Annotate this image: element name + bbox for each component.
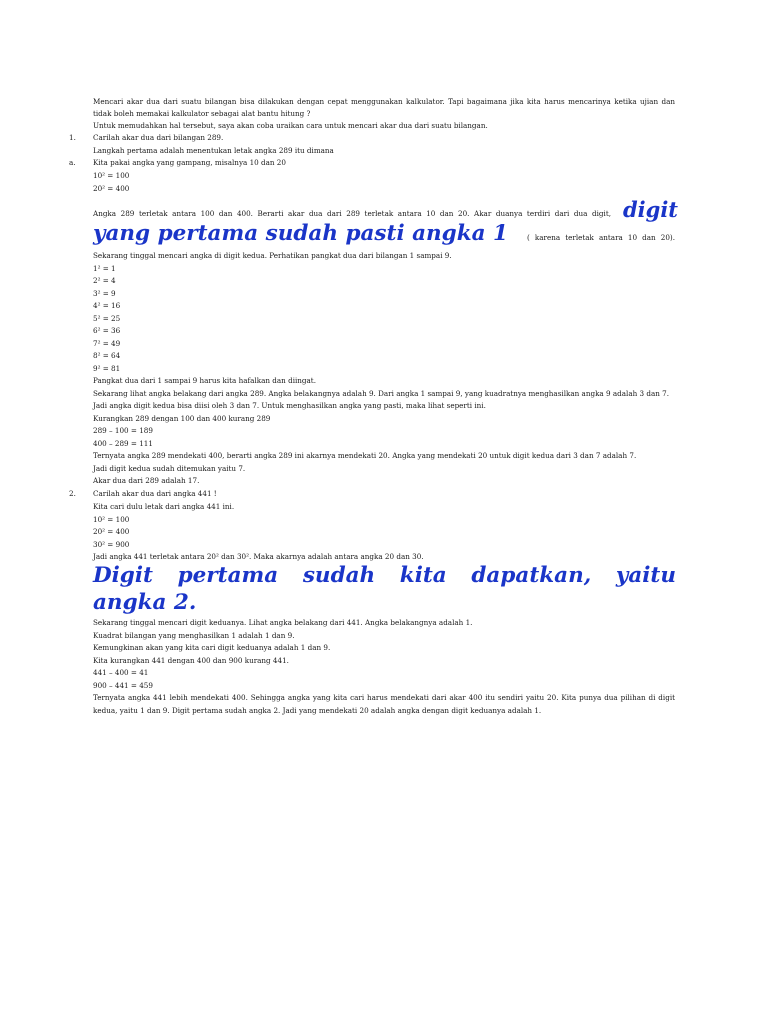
range-paragraph-paren: ( karena terletak antara 10 dan 20). <box>527 233 675 242</box>
highlight-first-digit: yang pertama sudah pasti angka 1 <box>93 221 508 246</box>
step-a-title: Kita pakai angka yang gampang, misalnya 10 dan 20 <box>93 158 286 167</box>
square-5: 5² = 25 <box>93 314 121 323</box>
square-10: 10² = 100 <box>93 171 130 180</box>
square-4: 4² = 16 <box>93 301 121 310</box>
step-2-title: Carilah akar dua dari angka 441 ! <box>93 489 217 498</box>
intro-line-2: tidak boleh memakai kalkulator sebagai alat bantu hitung ? <box>93 109 311 118</box>
square-2: 2² = 4 <box>93 276 116 285</box>
highlight-step-2-line-1: Digit pertama sudah kita dapatkan, yaitu <box>93 563 676 588</box>
step-2-conclusion-1: Ternyata angka 441 lebih mendekati 400. Sehingga angka yang kita cari harus mendekati dari akar 400 itu sendiri yaitu 20. Kita punya dua pilihan di digit <box>93 693 675 702</box>
square-20: 20² = 400 <box>93 184 130 193</box>
note-found: Jadi digit kedua sudah ditemukan yaitu 7. <box>93 464 246 473</box>
highlight-step-2-line-2: angka 2. <box>93 590 197 615</box>
square-7: 7² = 49 <box>93 339 121 348</box>
square-3: 3² = 9 <box>93 289 116 298</box>
step-2-square-20: 20² = 400 <box>93 527 130 536</box>
step-2-after-1: Sekarang tinggal mencari digit keduanya. Lihat angka belakang dari 441. Angka belakangnya adalah 1. <box>93 618 473 627</box>
step-2-square-10: 10² = 100 <box>93 515 130 524</box>
range-paragraph-line-2 <box>93 221 675 247</box>
highlight-digit-word: digit <box>622 197 678 222</box>
step-2-square-30: 30² = 900 <box>93 540 130 549</box>
note-memorize: Pangkat dua dari 1 sampai 9 harus kita hafalkan dan diingat. <box>93 376 316 385</box>
calc-441-400: 441 – 400 = 41 <box>93 668 149 677</box>
step-2-range: Jadi angka 441 terletak antara 20² dan 30². Maka akarnya adalah antara angka 20 dan 30. <box>93 552 424 561</box>
note-last-digit: Sekarang lihat angka belakang dari angka 289. Angka belakangnya adalah 9. Dari angka 1 sampai 9, yang kuadratnya menghasilkan angka 9 adalah 3 dan 7. <box>93 389 670 398</box>
intro-line-3: Untuk memudahkan hal tersebut, saya akan coba uraikan cara untuk mencari akar dua dari suatu bilangan. <box>93 121 488 130</box>
intro-line-1: Mencari akar dua dari suatu bilangan bisa dilakukan dengan cepat menggunakan kalkulator. Tapi bagaimana jika kita harus mencarinya ketika ujian dan <box>93 97 675 106</box>
range-paragraph-text: Angka 289 terletak antara 100 dan 400. Berarti akar dua dari 289 terletak antara 10 dan 20. Akar duanya terdiri dari dua digit, <box>93 209 611 218</box>
note-subtract: Kurangkan 289 dengan 100 dan 400 kurang 289 <box>93 414 271 423</box>
step-a-marker: a. <box>69 158 76 167</box>
step-1-title: Carilah akar dua dari bilangan 289. <box>93 133 224 142</box>
step-2-marker: 2. <box>69 489 76 498</box>
square-1: 1² = 1 <box>93 264 116 273</box>
step-1-marker: 1. <box>69 133 76 142</box>
range-paragraph-line-1 <box>93 196 678 221</box>
calc-400-289: 400 – 289 = 111 <box>93 439 153 448</box>
square-6: 6² = 36 <box>93 326 121 335</box>
calc-289-100: 289 – 100 = 189 <box>93 426 153 435</box>
step-2-conclusion-2: kedua, yaitu 1 dan 9. Digit pertama sudah angka 2. Jadi yang mendekati 20 adalah angka dengan digit keduanya adalah 1. <box>93 706 542 715</box>
note-candidates: Jadi angka digit kedua bisa diisi oleh 3 dan 7. Untuk menghasilkan angka yang pasti, maka lihat seperti ini. <box>93 401 486 410</box>
square-8: 8² = 64 <box>93 351 121 360</box>
step-2-after-2: Kuadrat bilangan yang menghasilkan 1 adalah 1 dan 9. <box>93 631 295 640</box>
step-2-after-3: Kemungkinan akan yang kita cari digit keduanya adalah 1 dan 9. <box>93 643 331 652</box>
square-9: 9² = 81 <box>93 364 121 373</box>
note-result-17: Akar dua dari 289 adalah 17. <box>93 476 200 485</box>
step-2-after-4: Kita kurangkan 441 dengan 400 dan 900 kurang 441. <box>93 656 289 665</box>
note-closer: Ternyata angka 289 mendekati 400, berarti angka 289 ini akarnya mendekati 20. Angka yang mendekati 20 untuk digit kedua dari 3 dan 7 adalah 7. <box>93 451 637 460</box>
calc-900-441: 900 – 441 = 459 <box>93 681 153 690</box>
step-1-line-2: Langkah pertama adalah menentukan letak angka 289 itu dimana <box>93 146 334 155</box>
step-2-line-1: Kita cari dulu letak dari angka 441 ini. <box>93 502 235 511</box>
second-digit-intro: Sekarang tinggal mencari angka di digit kedua. Perhatikan pangkat dua dari bilangan 1 sampai 9. <box>93 251 452 260</box>
